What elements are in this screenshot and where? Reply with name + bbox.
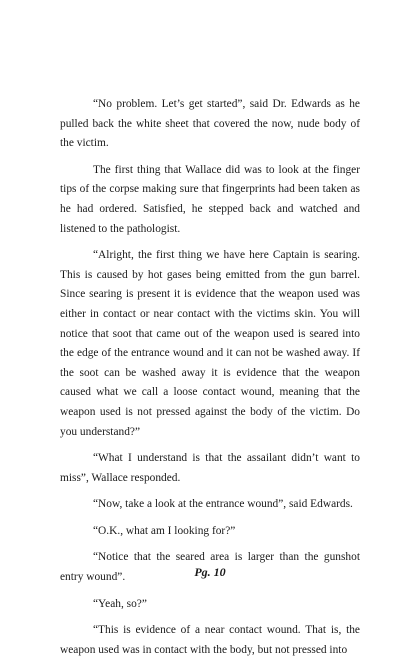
paragraph: “Yeah, so?” [93,597,147,610]
paragraph: “No problem. Let’s get started”, said Dr. Edwards as he pulled back the white sheet that covered the now, nude body of the victim. [60,98,360,150]
body-text [60,95,360,667]
paragraph: “Now, take a look at the entrance wound”, said Edwards. [93,498,353,511]
paragraph: “What I understand is that the assailant didn’t want to miss”, Wallace responded. [60,452,360,484]
paragraph: “O.K., what am I looking for?” [93,524,236,537]
paragraph: “Notice that the seared area is larger than the gunshot entry wound”. [60,551,360,584]
page-number: Pg. 10 [194,565,226,579]
paragraph: The first thing that Wallace did was to look at the finger tips of the corpse making sure that fingerprints had been taken as he had ordered. Satisfied, he stepped back and watched and listened to the pathologist. [60,163,360,235]
paragraph: “Alright, the first thing we have here Captain is searing. This is caused by hot gases being emitted from the gun barrel. Since searing is present it is evidence that the weapon used was either in contact or near contact with the victims skin. You will notice that soot that came out of the weapon used is seared into the edge of the entrance wound and it can not be washed away. If the soot can be washed away it is evidence that the weapon caused what we call a loose contact wound, meaning that the weapon used is not pressed against the body of the victim. Do you understand?” [60,249,360,438]
paragraph: “This is evidence of a near contact wound. That is, the weapon used was in contact with the body, but not pressed into [60,624,360,656]
